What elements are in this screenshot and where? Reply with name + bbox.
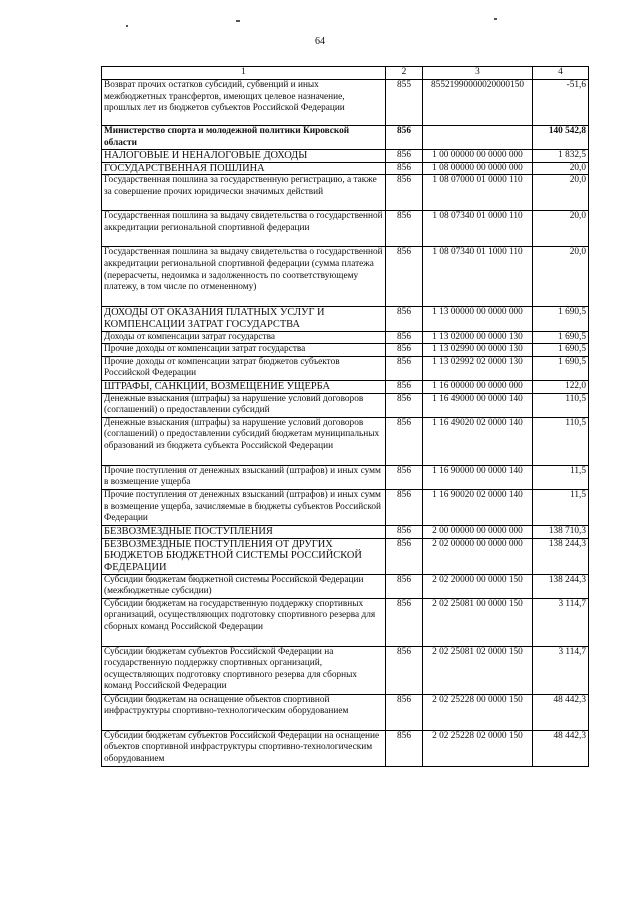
- row-name-cell: Государственная пошлина за выдачу свидетельства о государственной аккредитации региональной спортивной федерации: [102, 211, 386, 247]
- table-row: [102, 126, 589, 150]
- row-amount-cell: 20,0: [533, 175, 589, 211]
- row-admin-code-cell: 856: [386, 307, 423, 331]
- row-admin-code-cell: 856: [386, 162, 423, 175]
- table-row: [102, 356, 589, 380]
- table-row: [102, 465, 589, 489]
- row-amount-cell: 140 542,8: [533, 126, 589, 150]
- row-admin-code-cell: 856: [386, 646, 423, 694]
- row-budget-code-cell: 2 02 25081 02 0000 150: [423, 646, 533, 694]
- row-budget-code-cell: 1 13 00000 00 0000 000: [423, 307, 533, 331]
- table-row: [102, 393, 589, 417]
- table-row: [102, 525, 589, 538]
- row-name-cell: Субсидии бюджетам на государственную поддержку спортивных организаций, осуществляющих подготовку спортивного резерва для сборных команд Российской Федерации: [102, 598, 386, 646]
- row-budget-code-cell: 1 08 07000 01 0000 110: [423, 175, 533, 211]
- row-admin-code-cell: 855: [386, 80, 423, 126]
- row-amount-cell: 48 442,3: [533, 694, 589, 730]
- row-budget-code-cell: 1 16 49020 02 0000 140: [423, 417, 533, 465]
- row-budget-code-cell: 85521990000020000150: [423, 80, 533, 126]
- table-row: [102, 694, 589, 730]
- row-admin-code-cell: 856: [386, 465, 423, 489]
- row-amount-cell: 1 690,5: [533, 356, 589, 380]
- row-admin-code-cell: 856: [386, 598, 423, 646]
- table-row: [102, 247, 589, 307]
- row-budget-code-cell: 1 13 02990 00 0000 130: [423, 344, 533, 357]
- row-admin-code-cell: 856: [386, 211, 423, 247]
- row-amount-cell: 138 244,3: [533, 538, 589, 574]
- column-header-code: 3: [423, 67, 533, 80]
- row-admin-code-cell: 856: [386, 525, 423, 538]
- row-admin-code-cell: 856: [386, 574, 423, 598]
- row-budget-code-cell: 2 02 20000 00 0000 150: [423, 574, 533, 598]
- table-row: [102, 538, 589, 574]
- table-row: [102, 162, 589, 175]
- row-name-cell: НАЛОГОВЫЕ И НЕНАЛОГОВЫЕ ДОХОДЫ: [102, 150, 386, 163]
- row-amount-cell: 1 690,5: [533, 331, 589, 344]
- row-amount-cell: 20,0: [533, 247, 589, 307]
- row-name-cell: Министерство спорта и молодежной политики Кировской области: [102, 126, 386, 150]
- table-row: [102, 331, 589, 344]
- row-amount-cell: 11,5: [533, 465, 589, 489]
- row-admin-code-cell: 856: [386, 538, 423, 574]
- row-name-cell: Государственная пошлина за выдачу свидетельства о государственной аккредитации региональной спортивной федерации (сумма платежа (перерасчеты, недоимка и задолженность по соответствующему платежу, в том числе по отмененному): [102, 247, 386, 307]
- row-admin-code-cell: 856: [386, 380, 423, 393]
- row-budget-code-cell: 1 00 00000 00 0000 000: [423, 150, 533, 163]
- row-admin-code-cell: 856: [386, 150, 423, 163]
- row-amount-cell: 122,0: [533, 380, 589, 393]
- row-name-cell: ГОСУДАРСТВЕННАЯ ПОШЛИНА: [102, 162, 386, 175]
- row-amount-cell: 48 442,3: [533, 730, 589, 766]
- row-name-cell: Денежные взыскания (штрафы) за нарушение условий договоров (соглашений) о предоставлении субсидий: [102, 393, 386, 417]
- scan-speck: [126, 25, 128, 27]
- table-row: [102, 307, 589, 331]
- row-budget-code-cell: 1 16 90000 00 0000 140: [423, 465, 533, 489]
- row-name-cell: Доходы от компенсации затрат государства: [102, 331, 386, 344]
- scan-speck: [236, 20, 240, 22]
- table-row: [102, 730, 589, 766]
- row-budget-code-cell: 2 00 00000 00 0000 000: [423, 525, 533, 538]
- column-header-admin: 2: [386, 67, 423, 80]
- row-name-cell: Субсидии бюджетам субъектов Российской Федерации на государственную поддержку спортивных организаций, осуществляющих подготовку спортивного резерва для сборных команд Российской Федерации: [102, 646, 386, 694]
- row-budget-code-cell: 2 02 25228 02 0000 150: [423, 730, 533, 766]
- table-row: [102, 211, 589, 247]
- row-name-cell: БЕЗВОЗМЕЗДНЫЕ ПОСТУПЛЕНИЯ: [102, 525, 386, 538]
- row-budget-code-cell: 1 13 02992 02 0000 130: [423, 356, 533, 380]
- row-admin-code-cell: 856: [386, 247, 423, 307]
- row-admin-code-cell: 856: [386, 694, 423, 730]
- row-admin-code-cell: 856: [386, 344, 423, 357]
- row-name-cell: Прочие поступления от денежных взысканий (штрафов) и иных сумм в возмещение ущерба, зачисляемые в бюджеты субъектов Российской Федерации: [102, 489, 386, 525]
- table-row: [102, 80, 589, 126]
- table-row: [102, 150, 589, 163]
- row-name-cell: Прочие поступления от денежных взысканий (штрафов) и иных сумм в возмещение ущерба: [102, 465, 386, 489]
- row-admin-code-cell: 856: [386, 393, 423, 417]
- row-budget-code-cell: 1 13 02000 00 0000 130: [423, 331, 533, 344]
- row-budget-code-cell: [423, 126, 533, 150]
- row-name-cell: Субсидии бюджетам субъектов Российской Федерации на оснащение объектов спортивной инфраструктуры спортивно-технологическим оборудованием: [102, 730, 386, 766]
- row-name-cell: Субсидии бюджетам бюджетной системы Российской Федерации (межбюджетные субсидии): [102, 574, 386, 598]
- row-admin-code-cell: 856: [386, 730, 423, 766]
- row-admin-code-cell: 856: [386, 356, 423, 380]
- row-amount-cell: 138 710,3: [533, 525, 589, 538]
- row-admin-code-cell: 856: [386, 489, 423, 525]
- table-row: [102, 417, 589, 465]
- row-budget-code-cell: 1 16 49000 00 0000 140: [423, 393, 533, 417]
- table-row: [102, 344, 589, 357]
- row-budget-code-cell: 1 16 90020 02 0000 140: [423, 489, 533, 525]
- row-amount-cell: 1 690,5: [533, 344, 589, 357]
- table-row: [102, 646, 589, 694]
- row-amount-cell: 11,5: [533, 489, 589, 525]
- row-amount-cell: 20,0: [533, 211, 589, 247]
- row-amount-cell: 3 114,7: [533, 598, 589, 646]
- page-number: 64: [315, 36, 325, 47]
- row-admin-code-cell: 856: [386, 175, 423, 211]
- row-amount-cell: 110,5: [533, 417, 589, 465]
- row-amount-cell: 3 114,7: [533, 646, 589, 694]
- row-amount-cell: 1 832,5: [533, 150, 589, 163]
- row-budget-code-cell: 1 16 00000 00 0000 000: [423, 380, 533, 393]
- row-name-cell: ДОХОДЫ ОТ ОКАЗАНИЯ ПЛАТНЫХ УСЛУГ И КОМПЕНСАЦИИ ЗАТРАТ ГОСУДАРСТВА: [102, 307, 386, 331]
- row-name-cell: БЕЗВОЗМЕЗДНЫЕ ПОСТУПЛЕНИЯ ОТ ДРУГИХ БЮДЖЕТОВ БЮДЖЕТНОЙ СИСТЕМЫ РОССИЙСКОЙ ФЕДЕРАЦИИ: [102, 538, 386, 574]
- row-name-cell: Прочие доходы от компенсации затрат бюджетов субъектов Российской Федерации: [102, 356, 386, 380]
- row-amount-cell: 110,5: [533, 393, 589, 417]
- table-row: [102, 380, 589, 393]
- column-header-name: 1: [102, 67, 386, 80]
- row-budget-code-cell: 1 08 07340 01 0000 110: [423, 211, 533, 247]
- row-amount-cell: 20,0: [533, 162, 589, 175]
- table-row: [102, 574, 589, 598]
- header-row: [102, 67, 589, 80]
- row-name-cell: Государственная пошлина за государственную регистрацию, а также за совершение прочих юридически значимых действий: [102, 175, 386, 211]
- row-name-cell: ШТРАФЫ, САНКЦИИ, ВОЗМЕЩЕНИЕ УЩЕРБА: [102, 380, 386, 393]
- row-amount-cell: 138 244,3: [533, 574, 589, 598]
- row-admin-code-cell: 856: [386, 126, 423, 150]
- row-admin-code-cell: 856: [386, 331, 423, 344]
- row-budget-code-cell: 1 08 00000 00 0000 000: [423, 162, 533, 175]
- row-budget-code-cell: 1 08 07340 01 1000 110: [423, 247, 533, 307]
- revenue-table: [101, 66, 589, 767]
- row-amount-cell: -51,6: [533, 80, 589, 126]
- row-budget-code-cell: 2 02 25081 00 0000 150: [423, 598, 533, 646]
- row-budget-code-cell: 2 02 25228 00 0000 150: [423, 694, 533, 730]
- row-admin-code-cell: 856: [386, 417, 423, 465]
- column-header-amount: 4: [533, 67, 589, 80]
- row-budget-code-cell: 2 02 00000 00 0000 000: [423, 538, 533, 574]
- table-header: [102, 67, 589, 80]
- scan-speck: [494, 18, 497, 20]
- row-name-cell: Возврат прочих остатков субсидий, субвенций и иных межбюджетных трансфертов, имеющих целевое назначение, прошлых лет из бюджетов субъектов Российской Федерации: [102, 80, 386, 126]
- table-row: [102, 175, 589, 211]
- table-row: [102, 598, 589, 646]
- row-amount-cell: 1 690,5: [533, 307, 589, 331]
- table-row: [102, 489, 589, 525]
- row-name-cell: Денежные взыскания (штрафы) за нарушение условий договоров (соглашений) о предоставлении субсидий бюджетам муниципальных образований из бюджета субъекта Российской Федерации: [102, 417, 386, 465]
- row-name-cell: Субсидии бюджетам на оснащение объектов спортивной инфраструктуры спортивно-технологическим оборудованием: [102, 694, 386, 730]
- row-name-cell: Прочие доходы от компенсации затрат государства: [102, 344, 386, 357]
- table-body: [102, 80, 589, 767]
